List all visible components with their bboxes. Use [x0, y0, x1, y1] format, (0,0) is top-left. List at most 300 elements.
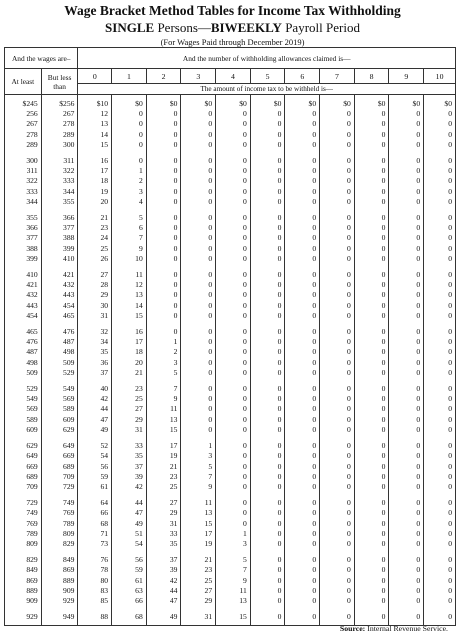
withholding-cell: 0 — [424, 156, 456, 166]
withholding-cell: 0 — [285, 290, 320, 300]
table-row — [5, 290, 456, 300]
withholding-cell: 5 — [216, 555, 251, 565]
withholding-cell: 0 — [181, 425, 216, 435]
withholding-cell: 40 — [78, 384, 112, 394]
withholding-cell: 0 — [320, 166, 355, 176]
withholding-cell: 0 — [181, 358, 216, 368]
withholding-cell: 0 — [320, 187, 355, 197]
withholding-cell: 49 — [78, 425, 112, 435]
withholding-cell: 0 — [389, 197, 424, 207]
withholding-cell: 39 — [146, 565, 181, 575]
wage-but-less-cell: 322 — [41, 166, 78, 176]
withholding-cell: 0 — [320, 280, 355, 290]
allowance-number-header: 9 — [389, 69, 424, 84]
withholding-cell: 0 — [146, 140, 181, 150]
withholding-cell: 0 — [389, 109, 424, 119]
withholding-cell: 7 — [112, 233, 147, 243]
withholding-cell: 5 — [146, 368, 181, 378]
withholding-cell: 33 — [146, 529, 181, 539]
wage-but-less-cell: 476 — [41, 327, 78, 337]
withholding-cell: 0 — [320, 384, 355, 394]
withholding-cell: 0 — [285, 415, 320, 425]
table-row — [5, 280, 456, 290]
withholding-cell: 0 — [216, 254, 251, 264]
withholding-cell: 0 — [181, 176, 216, 186]
withholding-cell: 0 — [250, 327, 285, 337]
withholding-cell: 0 — [285, 166, 320, 176]
table-row — [5, 415, 456, 425]
wage-at-least-cell: 569 — [5, 404, 42, 414]
withholding-cell: 0 — [354, 254, 389, 264]
allowance-number-header: 7 — [320, 69, 355, 84]
table-row — [5, 529, 456, 539]
withholding-cell: 0 — [285, 176, 320, 186]
withholding-cell: 37 — [112, 462, 147, 472]
withholding-cell: 0 — [354, 441, 389, 451]
withholding-cell: 0 — [424, 384, 456, 394]
withholding-cell: 0 — [285, 280, 320, 290]
withholding-cell: 0 — [285, 596, 320, 606]
withholding-cell: 0 — [389, 482, 424, 492]
table-row — [5, 244, 456, 254]
table-row — [5, 394, 456, 404]
withholding-cell: 0 — [250, 213, 285, 223]
withholding-cell: 0 — [146, 197, 181, 207]
withholding-cell: 0 — [320, 130, 355, 140]
withholding-cell: 0 — [389, 223, 424, 233]
withholding-cell: 0 — [389, 451, 424, 461]
table-row — [5, 270, 456, 280]
wage-at-least-cell: 509 — [5, 368, 42, 378]
withholding-cell: 0 — [285, 197, 320, 207]
withholding-cell: 0 — [424, 482, 456, 492]
withholding-cell: 0 — [354, 368, 389, 378]
withholding-cell: 0 — [216, 498, 251, 508]
withholding-cell: 0 — [424, 140, 456, 150]
withholding-cell: 0 — [216, 394, 251, 404]
withholding-cell: 15 — [216, 612, 251, 626]
allowance-number-header: 5 — [250, 69, 285, 84]
withholding-cell: 0 — [285, 384, 320, 394]
allowance-number-header: 1 — [112, 69, 147, 84]
withholding-cell: 0 — [354, 404, 389, 414]
wage-but-less-cell: 267 — [41, 109, 78, 119]
withholding-cell: 0 — [424, 254, 456, 264]
withholding-cell: 0 — [250, 358, 285, 368]
withholding-cell: 0 — [354, 197, 389, 207]
withholding-cell: 0 — [354, 539, 389, 549]
withholding-cell: 0 — [424, 425, 456, 435]
withholding-cell: 0 — [354, 415, 389, 425]
wage-but-less-cell: 869 — [41, 565, 78, 575]
withholding-cell: 0 — [389, 270, 424, 280]
withholding-cell: 0 — [285, 130, 320, 140]
withholding-cell: 0 — [181, 156, 216, 166]
withholding-cell: 0 — [354, 508, 389, 518]
withholding-cell: 0 — [354, 586, 389, 596]
wage-but-less-cell: 377 — [41, 223, 78, 233]
table-row — [5, 119, 456, 129]
withholding-cell: 0 — [389, 176, 424, 186]
withholding-cell: 34 — [78, 337, 112, 347]
withholding-cell: 0 — [216, 244, 251, 254]
wage-but-less-cell: 311 — [41, 156, 78, 166]
table-row — [5, 498, 456, 508]
withholding-cell: 17 — [112, 337, 147, 347]
withholding-cell: 0 — [250, 337, 285, 347]
withholding-cell: 0 — [285, 539, 320, 549]
withholding-cell: 0 — [285, 119, 320, 129]
withholding-cell: $0 — [112, 95, 147, 110]
withholding-cell: 0 — [285, 311, 320, 321]
withholding-cell: 0 — [250, 415, 285, 425]
withholding-cell: 0 — [424, 565, 456, 575]
withholding-cell: 0 — [250, 472, 285, 482]
withholding-cell: 0 — [250, 529, 285, 539]
withholding-cell: 44 — [146, 586, 181, 596]
wage-at-least-cell: 909 — [5, 596, 42, 606]
withholding-cell: 0 — [285, 508, 320, 518]
withholding-cell: 0 — [250, 166, 285, 176]
withholding-cell: 52 — [78, 441, 112, 451]
withholding-cell: 0 — [389, 508, 424, 518]
wage-but-less-cell: 589 — [41, 404, 78, 414]
withholding-cell: 0 — [424, 358, 456, 368]
withholding-cell: 0 — [389, 140, 424, 150]
wage-but-less-cell: $256 — [41, 95, 78, 110]
withholding-cell: 4 — [112, 197, 147, 207]
table-row — [5, 404, 456, 414]
withholding-cell: 80 — [78, 576, 112, 586]
withholding-cell: 0 — [216, 176, 251, 186]
withholding-cell: $0 — [389, 95, 424, 110]
wage-but-less-cell: 300 — [41, 140, 78, 150]
withholding-cell: 0 — [389, 529, 424, 539]
withholding-cell: 9 — [216, 576, 251, 586]
withholding-cell: $0 — [216, 95, 251, 110]
withholding-cell: 0 — [285, 404, 320, 414]
withholding-cell: 0 — [424, 223, 456, 233]
withholding-cell: 0 — [320, 327, 355, 337]
table-row — [5, 156, 456, 166]
withholding-cell: 0 — [320, 425, 355, 435]
withholding-cell: 14 — [78, 130, 112, 140]
wage-at-least-cell: 498 — [5, 358, 42, 368]
withholding-cell: 29 — [112, 415, 147, 425]
withholding-cell: 47 — [146, 596, 181, 606]
withholding-cell: 0 — [216, 140, 251, 150]
withholding-cell: 0 — [285, 394, 320, 404]
wage-but-less-cell: 709 — [41, 472, 78, 482]
withholding-cell: 13 — [146, 415, 181, 425]
withholding-cell: 0 — [320, 290, 355, 300]
withholding-cell: 0 — [389, 394, 424, 404]
withholding-cell: 0 — [424, 347, 456, 357]
withholding-cell: 0 — [285, 482, 320, 492]
withholding-cell: 0 — [424, 576, 456, 586]
withholding-cell: 0 — [424, 462, 456, 472]
withholding-cell: 0 — [285, 498, 320, 508]
table-row — [5, 347, 456, 357]
wage-at-least-cell: 355 — [5, 213, 42, 223]
withholding-cell: 47 — [78, 415, 112, 425]
withholding-cell: 16 — [112, 327, 147, 337]
withholding-cell: 0 — [354, 337, 389, 347]
withholding-cell: 33 — [112, 441, 147, 451]
withholding-cell: 0 — [389, 576, 424, 586]
withholding-cell: 0 — [354, 358, 389, 368]
table-row — [5, 384, 456, 394]
withholding-cell: 47 — [112, 508, 147, 518]
withholding-cell: 0 — [181, 109, 216, 119]
withholding-cell: 0 — [181, 415, 216, 425]
wage-at-least-cell: 344 — [5, 197, 42, 207]
table-row — [5, 311, 456, 321]
wage-at-least-cell: 476 — [5, 337, 42, 347]
wage-at-least-cell: 443 — [5, 301, 42, 311]
table-row — [5, 197, 456, 207]
withholding-cell: 0 — [216, 404, 251, 414]
withholding-cell: 0 — [112, 119, 147, 129]
withholding-cell: 0 — [389, 347, 424, 357]
withholding-cell: 0 — [389, 166, 424, 176]
wage-at-least-cell: 869 — [5, 576, 42, 586]
withholding-cell: 27 — [181, 586, 216, 596]
withholding-cell: 0 — [146, 270, 181, 280]
withholding-cell: 54 — [78, 451, 112, 461]
withholding-cell: 11 — [146, 404, 181, 414]
table-row — [5, 176, 456, 186]
withholding-cell: 0 — [285, 368, 320, 378]
page-note: (For Wages Paid through December 2019) — [160, 37, 305, 47]
wage-but-less-cell: 929 — [41, 596, 78, 606]
withholding-cell: 0 — [250, 539, 285, 549]
withholding-cell: 0 — [285, 244, 320, 254]
withholding-cell: 0 — [216, 482, 251, 492]
withholding-cell: 13 — [216, 596, 251, 606]
wage-but-less-cell: 529 — [41, 368, 78, 378]
withholding-cell: 0 — [389, 327, 424, 337]
withholding-cell: 2 — [112, 176, 147, 186]
withholding-cell: 0 — [424, 233, 456, 243]
withholding-cell: 0 — [389, 337, 424, 347]
allowance-number-header: 0 — [78, 69, 112, 84]
withholding-cell: 0 — [216, 109, 251, 119]
withholding-cell: 0 — [285, 327, 320, 337]
withholding-cell: 0 — [320, 368, 355, 378]
withholding-cell: 0 — [320, 301, 355, 311]
withholding-cell: 0 — [285, 472, 320, 482]
withholding-cell: 21 — [181, 555, 216, 565]
withholding-cell: 0 — [216, 451, 251, 461]
subtitle-persons: Persons— — [154, 20, 211, 35]
withholding-cell: 0 — [354, 555, 389, 565]
withholding-cell: 0 — [112, 140, 147, 150]
withholding-cell: 61 — [78, 482, 112, 492]
withholding-cell: 0 — [216, 337, 251, 347]
at-least-header: At least — [5, 69, 42, 95]
withholding-cell: 0 — [389, 233, 424, 243]
withholding-cell: 0 — [424, 337, 456, 347]
withholding-cell: 0 — [216, 519, 251, 529]
withholding-cell: 0 — [354, 482, 389, 492]
withholding-cell: 51 — [112, 529, 147, 539]
withholding-cell: 0 — [181, 213, 216, 223]
table-row — [5, 213, 456, 223]
wage-at-least-cell: 366 — [5, 223, 42, 233]
withholding-cell: 0 — [250, 311, 285, 321]
withholding-cell: 0 — [216, 327, 251, 337]
withholding-cell: 73 — [78, 539, 112, 549]
withholding-cell: 27 — [78, 270, 112, 280]
withholding-cell: 0 — [250, 130, 285, 140]
withholding-cell: 0 — [250, 482, 285, 492]
wage-but-less-cell: 355 — [41, 197, 78, 207]
wage-at-least-cell: 465 — [5, 327, 42, 337]
withholding-cell: 29 — [146, 508, 181, 518]
withholding-cell: 0 — [250, 223, 285, 233]
withholding-cell: 21 — [78, 213, 112, 223]
subtitle-filing-status: SINGLE — [105, 20, 155, 35]
wage-at-least-cell: 377 — [5, 233, 42, 243]
withholding-cell: 0 — [250, 394, 285, 404]
table-row — [5, 187, 456, 197]
wage-at-least-cell: 889 — [5, 586, 42, 596]
withholding-cell: 71 — [78, 529, 112, 539]
withholding-cell: 42 — [78, 394, 112, 404]
withholding-cell: 7 — [181, 472, 216, 482]
withholding-cell: 1 — [146, 337, 181, 347]
wage-at-least-cell: 388 — [5, 244, 42, 254]
wage-at-least-cell: $245 — [5, 95, 42, 110]
withholding-cell: 0 — [320, 539, 355, 549]
withholding-cell: 23 — [78, 223, 112, 233]
withholding-cell: 0 — [285, 529, 320, 539]
wage-but-less-cell: 849 — [41, 555, 78, 565]
withholding-cell: 0 — [389, 539, 424, 549]
allowances-header: And the number of withholding allowances claimed is— — [78, 48, 456, 69]
withholding-cell: 0 — [112, 130, 147, 140]
withholding-cell: 0 — [181, 233, 216, 243]
allowance-number-header: 3 — [181, 69, 216, 84]
withholding-cell: 26 — [78, 254, 112, 264]
wage-at-least-cell: 256 — [5, 109, 42, 119]
withholding-cell: 0 — [250, 119, 285, 129]
withholding-cell: 15 — [112, 311, 147, 321]
withholding-cell: $0 — [181, 95, 216, 110]
withholding-cell: 0 — [389, 244, 424, 254]
withholding-cell: 56 — [78, 462, 112, 472]
withholding-cell: 49 — [146, 612, 181, 626]
withholding-cell: 0 — [146, 301, 181, 311]
withholding-cell: 0 — [216, 213, 251, 223]
withholding-cell: 0 — [354, 140, 389, 150]
withholding-cell: 0 — [389, 425, 424, 435]
withholding-cell: 0 — [354, 576, 389, 586]
withholding-cell: 17 — [181, 529, 216, 539]
page-subtitle — [0, 20, 465, 36]
wage-but-less-cell: 909 — [41, 586, 78, 596]
withholding-cell: 49 — [112, 519, 147, 529]
subtitle-period: BIWEEKLY — [210, 20, 282, 35]
withholding-cell: 1 — [181, 441, 216, 451]
withholding-cell: 0 — [389, 555, 424, 565]
wage-at-least-cell: 609 — [5, 425, 42, 435]
table-row — [5, 140, 456, 150]
withholding-cell: 0 — [250, 441, 285, 451]
table-row — [5, 254, 456, 264]
withholding-cell: 88 — [78, 612, 112, 626]
withholding-cell: 0 — [389, 213, 424, 223]
withholding-cell: 19 — [78, 187, 112, 197]
withholding-cell: 66 — [112, 596, 147, 606]
withholding-cell: 44 — [78, 404, 112, 414]
withholding-cell: 0 — [250, 290, 285, 300]
withholding-cell: 0 — [181, 368, 216, 378]
withholding-cell: 0 — [424, 586, 456, 596]
withholding-cell: 0 — [112, 109, 147, 119]
withholding-cell: 0 — [354, 394, 389, 404]
withholding-cell: 59 — [78, 472, 112, 482]
wage-but-less-cell: 487 — [41, 337, 78, 347]
withholding-cell: 0 — [181, 301, 216, 311]
withholding-cell: 0 — [181, 187, 216, 197]
withholding-cell: 0 — [250, 404, 285, 414]
withholding-cell: 0 — [389, 358, 424, 368]
wage-at-least-cell: 333 — [5, 187, 42, 197]
withholding-cell: 0 — [354, 347, 389, 357]
withholding-cell: 0 — [354, 130, 389, 140]
withholding-cell: 0 — [181, 394, 216, 404]
withholding-cell: 0 — [320, 254, 355, 264]
withholding-cell: 31 — [78, 311, 112, 321]
wage-but-less-cell: 769 — [41, 508, 78, 518]
wage-at-least-cell: 267 — [5, 119, 42, 129]
withholding-cell: 0 — [424, 197, 456, 207]
withholding-cell: 0 — [389, 404, 424, 414]
withholding-cell: 0 — [389, 612, 424, 626]
withholding-cell: 0 — [354, 109, 389, 119]
withholding-cell: 0 — [389, 280, 424, 290]
source-text: Internal Revenue Service. — [365, 624, 448, 633]
table-row — [5, 519, 456, 529]
withholding-cell: 0 — [285, 576, 320, 586]
withholding-cell: 0 — [320, 472, 355, 482]
withholding-cell: 13 — [112, 290, 147, 300]
wage-but-less-cell: 629 — [41, 425, 78, 435]
withholding-cell: 0 — [146, 213, 181, 223]
withholding-cell: 0 — [146, 223, 181, 233]
table-row — [5, 555, 456, 565]
withholding-cell: 31 — [181, 612, 216, 626]
withholding-cell: 0 — [250, 576, 285, 586]
withholding-cell: 37 — [78, 368, 112, 378]
withholding-cell: 0 — [389, 462, 424, 472]
wage-at-least-cell: 322 — [5, 176, 42, 186]
withholding-cell: 0 — [146, 130, 181, 140]
withholding-cell: 0 — [389, 384, 424, 394]
wage-at-least-cell: 929 — [5, 612, 42, 626]
table-row — [5, 358, 456, 368]
allowance-number-header: 10 — [424, 69, 456, 84]
withholding-cell: 0 — [354, 311, 389, 321]
withholding-cell: 0 — [216, 187, 251, 197]
withholding-cell: 1 — [112, 166, 147, 176]
wage-at-least-cell: 289 — [5, 140, 42, 150]
withholding-cell: 0 — [181, 244, 216, 254]
withholding-cell: 44 — [112, 498, 147, 508]
wage-but-less-cell: 366 — [41, 213, 78, 223]
